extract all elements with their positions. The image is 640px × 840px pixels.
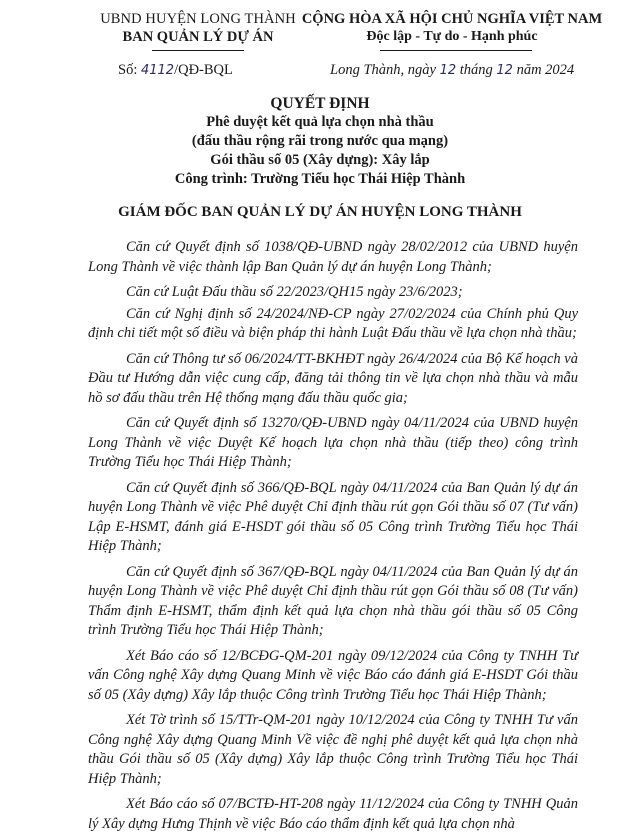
document-number (118, 62, 233, 79)
preamble-paragraph: Căn cứ Quyết định số 367/QĐ-BQL ngày 04/11/2024 của Ban Quản lý dự án huyện Long Thành về việc Phê duyệt Chỉ định thầu rút gọn Gói thầu số 08 (Tư vấn) Thẩm định E-HSMT, thẩm định kết quả lựa chọn nhà thầu gói thầu số 05 Công trình Trường Tiểu học Thái Hiệp Thành; (88, 563, 578, 638)
document-date (330, 62, 574, 79)
number-suffix: /QĐ-BQL (174, 62, 233, 78)
agency-name: UBND HUYỆN LONG THÀNH (100, 11, 296, 27)
title-project: Công trình: Trường Tiểu học Thái Hiệp Thành (174, 171, 466, 187)
motto-underline (380, 50, 532, 51)
preamble-paragraph: Căn cứ Quyết định số 13270/QĐ-UBND ngày 04/11/2024 của UBND huyện Long Thành về việc Duyệt Kế hoạch lựa chọn nhà thầu (tiếp theo) công trình Trường Tiểu học Thái Hiệp Thành; (88, 415, 578, 470)
handwritten-number: 4112 (140, 63, 175, 78)
preamble-paragraph: Căn cứ Nghị định số 24/2024/NĐ-CP ngày 27/02/2024 của Chính phủ Quy định chi tiết một số điều và biện pháp thi hành Luật Đấu thầu về lựa chọn nhà thầu; (88, 305, 578, 341)
date-year: năm 2024 (516, 62, 575, 78)
preamble-paragraph: Căn cứ Quyết định số 366/QĐ-BQL ngày 04/11/2024 của Ban Quản lý dự án huyện Long Thành về việc Phê duyệt Chỉ định thầu rút gọn Gói thầu số 07 (Tư vấn) Lập E-HSMT, đánh giá E-HSDT gói thầu số 05 Công trình Trường Tiểu học Thái Hiệp Thành; (88, 479, 578, 554)
unit-name: BAN QUẢN LÝ DỰ ÁN (122, 29, 274, 45)
issuing-agency (88, 10, 308, 46)
decision-preamble (88, 238, 578, 840)
number-prefix: Số: (118, 62, 138, 78)
preamble-paragraph: Xét Tờ trình số 15/TTr-QM-201 ngày 10/12/2024 của Công ty TNHH Tư vấn Công nghệ Xây dựng Quang Minh Về việc đề nghị phê duyệt kết quả lựa chọn nhà thầu Gói thầu số 05 (Xây dựng) Xây lắp thuộc Công trình Trường Tiểu học Thái Hiệp Thành; (88, 712, 578, 787)
date-place: Long Thành, ngày (330, 62, 436, 78)
preamble-paragraph: Căn cứ Thông tư số 06/2024/TT-BKHĐT ngày 26/4/2024 của Bộ Kế hoạch và Đầu tư Hướng dẫn việc cung cấp, đăng tải thông tin về lựa chọn nhà thầu và mẫu hồ sơ đấu thầu trên Hệ thống mạng đấu thầu quốc gia; (88, 350, 578, 406)
title-package: Gói thầu số 05 (Xây dựng): Xây lắp (210, 152, 430, 168)
handwritten-day: 12 (439, 63, 457, 78)
agency-underline (152, 50, 244, 51)
document-header (0, 10, 640, 70)
national-title (282, 10, 622, 46)
date-month-label: tháng (459, 62, 493, 78)
national-motto: Độc lập - Tự do - Hạnh phúc (366, 29, 538, 44)
title-method: (đấu thầu rộng rãi trong nước qua mạng) (191, 133, 449, 149)
country-name: CỘNG HÒA XÃ HỘI CHỦ NGHĨA VIỆT NAM (301, 11, 603, 27)
title-main: QUYẾT ĐỊNH (270, 95, 370, 112)
preamble-paragraph: Xét Báo cáo số 07/BCTĐ-HT-208 ngày 11/12/2024 của Công ty TNHH Quản lý Xây dựng Hưng Thịnh về việc Báo cáo thẩm định kết quả lựa chọn nhà (88, 796, 578, 832)
preamble-paragraph: Căn cứ Quyết định số 1038/QĐ-UBND ngày 28/02/2012 của UBND huyện Long Thành về việc thành lập Ban Quản lý dự án huyện Long Thành; (88, 239, 578, 275)
issuing-authority: GIÁM ĐỐC BAN QUẢN LÝ DỰ ÁN HUYỆN LONG THÀNH (118, 204, 522, 220)
handwritten-month: 12 (496, 63, 513, 78)
decision-title (0, 94, 640, 189)
preamble-paragraph: Căn cứ Luật Đấu thầu số 22/2023/QH15 ngày 23/6/2023; (126, 284, 463, 300)
title-subject: Phê duyệt kết quả lựa chọn nhà thầu (206, 114, 434, 130)
preamble-paragraph: Xét Báo cáo số 12/BCĐG-QM-201 ngày 09/12/2024 của Công ty TNHH Tư vấn Công nghệ Xây dựng Quang Minh về việc Báo cáo đánh giá E-HSDT Gói thầu số 05 (Xây dựng) Xây lắp thuộc Công trình Trường Tiểu học Thái Hiệp Thành; (88, 647, 578, 703)
